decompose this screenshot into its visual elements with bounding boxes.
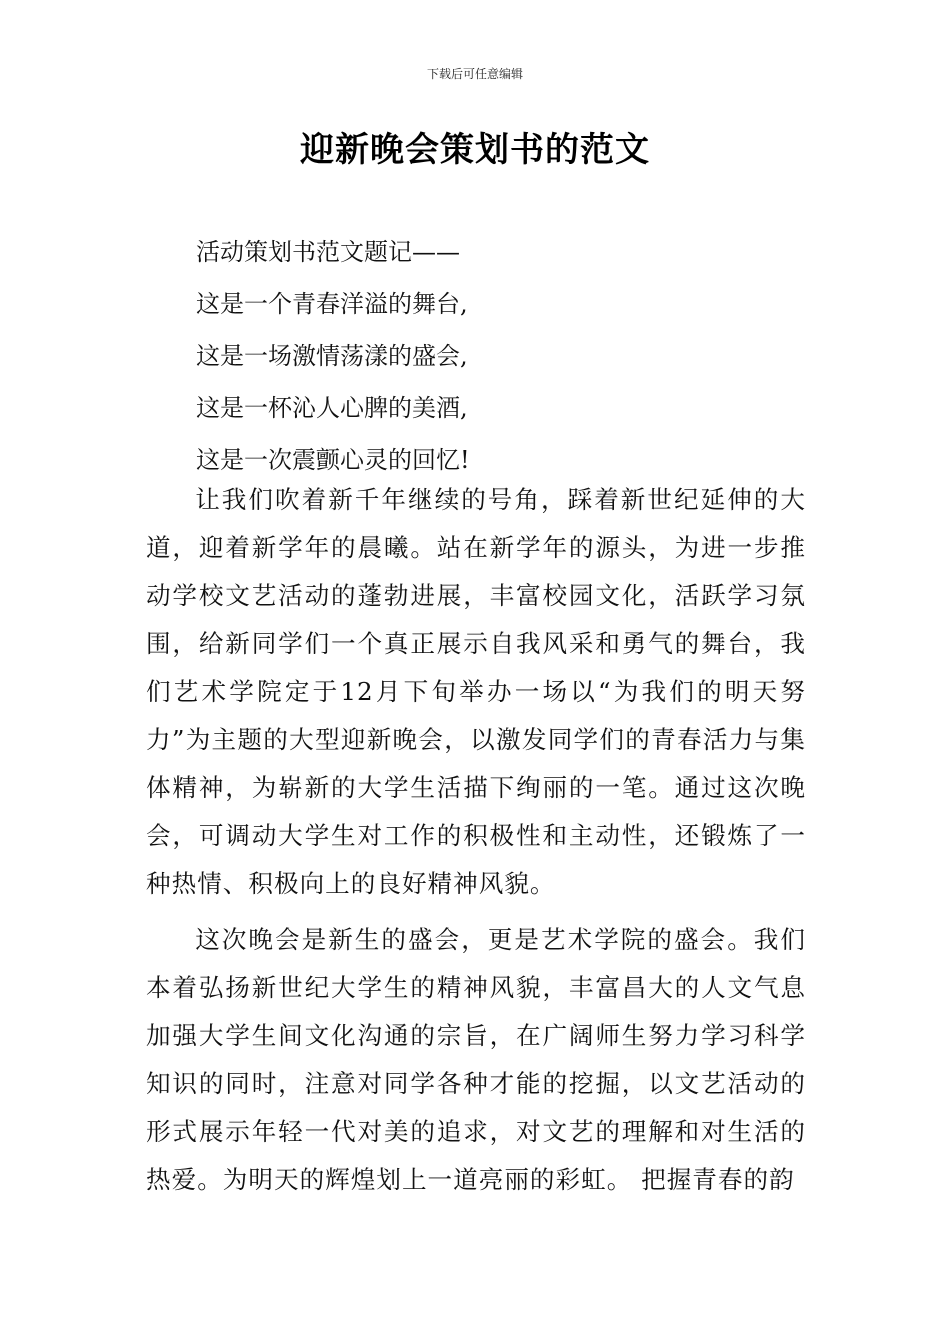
- poem-line: 这是一杯沁人心脾的美酒,: [196, 394, 468, 422]
- header-note: 下载后可任意编辑: [426, 67, 523, 81]
- document-title: 迎新晚会策划书的范文: [300, 130, 650, 170]
- epigraph-poem: [196, 226, 816, 486]
- poem-line: 这是一个青春洋溢的舞台,: [196, 290, 468, 318]
- body-paragraph: 让我们吹着新千年继续的号角，踩着新世纪延伸的大道，迎着新学年的晨曦。站在新学年的源头，为进一步推动学校文艺活动的蓬勃进展，丰富校园文化，活跃学习氛围，给新同学们一个真正展示自我风采和勇气的舞台，我们艺术学院定于12月下旬举办一场以“为我们的明天努力”为主题的大型迎新晚会，以激发同学们的青春活力与集体精神，为崭新的大学生活描下绚丽的一笔。通过这次晚会，可调动大学生对工作的积极性和主动性，还锻炼了一种热情、积极向上的良好精神风貌。: [146, 485, 806, 898]
- poem-line: 这是一次震颤心灵的回忆!: [196, 446, 470, 474]
- poem-line: 活动策划书范文题记——: [196, 238, 460, 266]
- poem-line: 这是一场激情荡漾的盛会,: [196, 342, 468, 370]
- body-paragraph: 这次晚会是新生的盛会，更是艺术学院的盛会。我们本着弘扬新世纪大学生的精神风貌，丰富昌大的人文气息加强大学生间文化沟通的宗旨，在广阔师生努力学习科学知识的同时，注意对同学各种才能的挖掘，以文艺活动的形式展示年轻一代对美的追求，对文艺的理解和对生活的热爱。为明天的辉煌划上一道亮丽的彩虹。 把握青春的韵: [146, 925, 806, 1194]
- body-text: [146, 476, 806, 1212]
